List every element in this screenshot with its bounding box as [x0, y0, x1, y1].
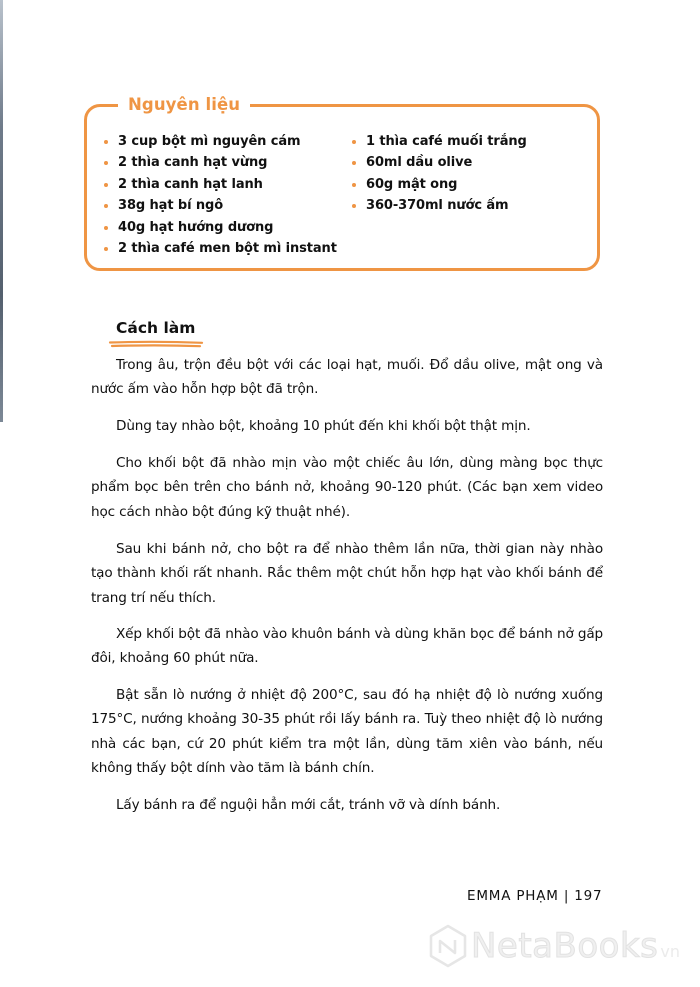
- page-footer: EMMA PHẠM | 197: [467, 888, 603, 904]
- ingredient-item: [352, 195, 527, 216]
- method-step: Lấy bánh ra để nguội hẳn mới cắt, tránh vỡ và dính bánh.: [116, 797, 501, 813]
- bullet-icon: [104, 140, 108, 144]
- ingredient-text: 38g hạt bí ngô: [118, 198, 224, 214]
- ingredient-item: [104, 152, 337, 173]
- method-step: Trong âu, trộn đều bột với các loại hạt, muối. Đổ dầu olive, mật ong và nước ấm vào hỗn hợp bột đã trộn.: [91, 357, 603, 398]
- ingredient-item: [352, 174, 527, 195]
- bullet-icon: [352, 183, 356, 187]
- method-step: Cho khối bột đã nhào mịn vào một chiếc âu lớn, dùng màng bọc thực phẩm bọc bên trên cho bánh nở, khoảng 90-120 phút. (Các bạn xem video học cách nhào bột đúng kỹ thuật nhé).: [91, 455, 603, 520]
- ingredient-text: 60g mật ong: [366, 176, 458, 192]
- ingredient-text: 2 thìa canh hạt lanh: [118, 176, 263, 192]
- ingredient-text: 2 thìa café men bột mì instant: [118, 241, 337, 257]
- ingredients-title-wrap: [118, 92, 250, 118]
- ingredient-text: 3 cup bột mì nguyên cám: [118, 134, 301, 149]
- ingredient-text: 1 thìa café muối trắng: [366, 134, 527, 149]
- netabooks-logo-icon: [425, 923, 471, 969]
- bullet-icon: [352, 161, 356, 165]
- ingredient-text: 40g hạt hướng dương: [118, 219, 274, 235]
- ingredient-item: [104, 217, 337, 238]
- watermark-suffix: vn: [660, 941, 680, 961]
- ingredient-item: [104, 131, 337, 152]
- ingredients-title: Nguyên liệu: [128, 95, 241, 114]
- ingredients-list-left: [104, 131, 337, 259]
- watermark: [425, 924, 680, 968]
- method-step: Bật sẵn lò nướng ở nhiệt độ 200°C, sau đó hạ nhiệt độ lò nướng xuống 175°C, nướng khoảng 30-35 phút rồi lấy bánh ra. Tuỳ theo nhiệt độ lò nướng nhà các bạn, cứ 20 phút kiểm tra một lần, dùng tăm xiên vào bánh, nếu không thấy bột dính vào tăm là bánh chín.: [91, 687, 603, 777]
- ingredient-item: [104, 238, 337, 259]
- ingredient-item: [104, 195, 337, 216]
- heading-underline-decoration: [108, 340, 204, 348]
- ingredient-text: 360-370ml nước ấm: [366, 198, 509, 214]
- bullet-icon: [104, 247, 108, 251]
- method-step: Xếp khối bột đã nhào vào khuôn bánh và dùng khăn bọc để bánh nở gấp đôi, khoảng 60 phút nữa.: [91, 626, 603, 667]
- bullet-icon: [104, 226, 108, 230]
- ingredient-item: [104, 174, 337, 195]
- watermark-brand: NetaBooks: [471, 926, 659, 966]
- bullet-icon: [104, 204, 108, 208]
- bullet-icon: [352, 204, 356, 208]
- ingredient-text: 2 thìa canh hạt vừng: [118, 155, 268, 171]
- ingredient-item: [352, 131, 527, 152]
- ingredient-item: [352, 152, 527, 173]
- method-step: Dùng tay nhào bột, khoảng 10 phút đến khi khối bột thật mịn.: [116, 418, 531, 434]
- ingredient-text: 60ml dầu olive: [366, 155, 473, 171]
- bullet-icon: [352, 140, 356, 144]
- page-edge-shadow: [0, 0, 3, 422]
- method-step: Sau khi bánh nở, cho bột ra để nhào thêm lần nữa, thời gian này nhào tạo thành khối rất nhanh. Rắc thêm một chút hỗn hợp hạt vào khối bánh để trang trí nếu thích.: [91, 541, 603, 606]
- bullet-icon: [104, 161, 108, 165]
- bullet-icon: [104, 183, 108, 187]
- ingredients-list-right: [352, 131, 527, 217]
- method-heading: Cách làm: [116, 319, 196, 337]
